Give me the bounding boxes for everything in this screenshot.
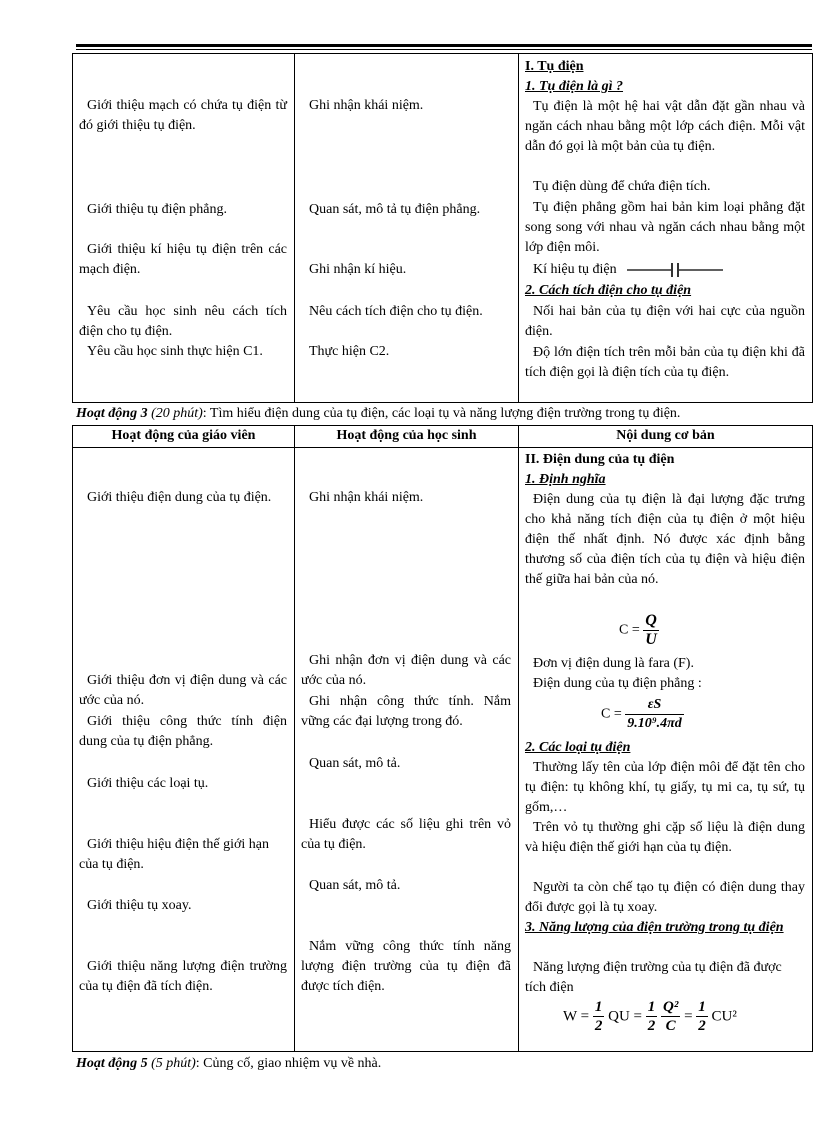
teacher-text-5: Yêu cầu học sinh thực hiện C1. <box>87 344 263 359</box>
student-text-4: Nêu cách tích điện cho tụ điện. <box>309 304 483 319</box>
content2-text-1: Điện dung của tụ điện là đại lượng đặc trưng cho khả năng tích điện của tụ điện ở một hiệu điện thế nhất định. Nó được xác định bằng thương số của điện tích của tụ điện và hiệu điện thế giữa hai bản của nó. <box>525 492 805 587</box>
teacher2-text-5: Giới thiệu hiệu điện thế giới hạn của tụ điện. <box>79 837 269 872</box>
content-column <box>519 54 813 403</box>
student-column-2 <box>295 448 519 1052</box>
content2-text-2: Đơn vị điện dung là fara (F). <box>533 656 694 671</box>
top-rule <box>76 44 812 47</box>
student2-text-1: Ghi nhận khái niệm. <box>309 490 424 505</box>
content2-text-4: Thường lấy tên của lớp điện môi để đặt tên cho tụ điện: tụ không khí, tụ giấy, tụ mi ca, tụ sứ, tụ gốm,… <box>525 760 805 815</box>
content-text-2: Tụ điện dùng để chứa điện tích. <box>533 179 711 194</box>
capacitor-symbol-label: Kí hiệu tụ điện <box>533 262 617 277</box>
formula-energy: W = $\frac{1}{2}$ QU = $\frac{1}{2}$ $\frac{\text{Q²}}{C}$ = $\frac{1}{2}$ CU² <box>563 999 737 1034</box>
teacher2-text-3: Giới thiệu công thức tính điện dung của tụ điện phẳng. <box>79 714 287 749</box>
student-column <box>295 54 519 403</box>
content2-text-3: Điện dung của tụ điện phẳng : <box>533 676 702 691</box>
student-text-2: Quan sát, mô tả tụ điện phẳng. <box>309 202 481 217</box>
activity5-heading: Hoạt động 5 (5 phút): Củng cố, giao nhiệm vụ về nhà. <box>76 1056 382 1071</box>
content2-text-5: Trên vỏ tụ thường ghi cặp số liệu là điện dung và hiệu điện thế giới hạn của tụ điện. <box>525 820 805 855</box>
teacher2-text-7: Giới thiệu năng lượng điện trường của tụ điện đã tích điện. <box>79 959 287 994</box>
section-title-1: I. Tụ điện <box>525 59 584 74</box>
content-text-6: Độ lớn điện tích trên mỗi bản của tụ điện khi đã tích điện gọi là điện tích của tụ điện. <box>525 345 805 380</box>
header-teacher: Hoạt động của giáo viên <box>73 426 295 448</box>
student2-text-5: Hiểu được các số liệu ghi trên vỏ của tụ điện. <box>301 817 511 852</box>
teacher2-text-2: Giới thiệu đơn vị điện dung và các ước của nó. <box>79 673 287 708</box>
teacher-text-3: Giới thiệu kí hiệu tụ điện trên các mạch điện. <box>79 242 287 277</box>
teacher2-text-6: Giới thiệu tụ xoay. <box>87 898 192 913</box>
student2-text-2: Ghi nhận đơn vị điện dung và các ước của nó. <box>301 653 511 688</box>
teacher-column <box>73 54 295 403</box>
content-text-3: Tụ điện phẳng gồm hai bản kim loại phẳng đặt song song với nhau và ngăn cách nhau bằng một lớp điện môi. <box>525 200 805 255</box>
teacher2-text-1: Giới thiệu điện dung của tụ điện. <box>87 490 272 505</box>
content2-text-6: Người ta còn chế tạo tụ điện có điện dung thay đổi được gọi là tụ xoay. <box>525 880 805 915</box>
teacher2-text-4: Giới thiệu các loại tụ. <box>87 776 209 791</box>
student2-text-7: Nắm vững công thức tính năng lượng điện trường của tụ điện đã được tích điện. <box>301 939 511 994</box>
formula-plate-capacitance: C = $\frac{\varepsilon S}{\text{9.10⁹.4πd}}$ <box>601 697 682 731</box>
formula-capacitance: C = $\frac{Q}{U}$ <box>619 612 657 648</box>
teacher-text-1: Giới thiệu mạch có chứa tụ điện từ đó giới thiệu tụ điện. <box>79 98 287 133</box>
student-text-3: Ghi nhận kí hiệu. <box>309 262 407 277</box>
teacher-text-2: Giới thiệu tụ điện phẳng. <box>87 202 227 217</box>
subsection-title-1-2: 2. Cách tích điện cho tụ điện <box>525 283 692 298</box>
capacitor-symbol-icon <box>627 262 723 278</box>
content-column-2 <box>519 448 813 1052</box>
header-content: Nội dung cơ bản <box>519 426 813 448</box>
teacher-column-2 <box>73 448 295 1052</box>
student2-text-6: Quan sát, mô tả. <box>309 878 401 893</box>
student-text-5: Thực hiện C2. <box>309 344 390 359</box>
subsection-title-2-1: 1. Định nghĩa <box>525 472 606 487</box>
activity3-heading: Hoạt động 3 (20 phút): Tìm hiểu điện dung của tụ điện, các loại tụ và năng lượng điện trường trong tụ điện. <box>76 406 681 421</box>
header-student: Hoạt động của học sinh <box>295 426 519 448</box>
top-rule-thin <box>76 49 812 50</box>
subsection-title-2-2: 2. Các loại tụ điện <box>525 740 631 755</box>
content-text-5: Nối hai bản của tụ điện với hai cực của nguồn điện. <box>525 304 805 339</box>
teacher-text-4: Yêu cầu học sinh nêu cách tích điện cho tụ điện. <box>79 304 287 339</box>
activity3-table <box>72 425 813 1052</box>
subsection-title-1-1: 1. Tụ điện là gì ? <box>525 79 624 94</box>
student2-text-3: Ghi nhận công thức tính. Nắm vững các đại lượng trong đó. <box>301 694 511 729</box>
section-title-2: II. Điện dung của tụ điện <box>525 452 675 467</box>
content-text-1: Tụ điện là một hệ hai vật dẫn đặt gần nhau và ngăn cách nhau bằng một lớp cách điện. Mỗi vật dẫn đó gọi là một bản của tụ điện. <box>525 99 805 154</box>
student2-text-4: Quan sát, mô tả. <box>309 756 401 771</box>
student-text-1: Ghi nhận khái niệm. <box>309 98 424 113</box>
content2-text-7: Năng lượng điện trường của tụ điện đã được tích điện <box>525 960 782 995</box>
activity2-table <box>72 53 813 403</box>
subsection-title-2-3: 3. Năng lượng của điện trường trong tụ điện <box>525 920 784 935</box>
